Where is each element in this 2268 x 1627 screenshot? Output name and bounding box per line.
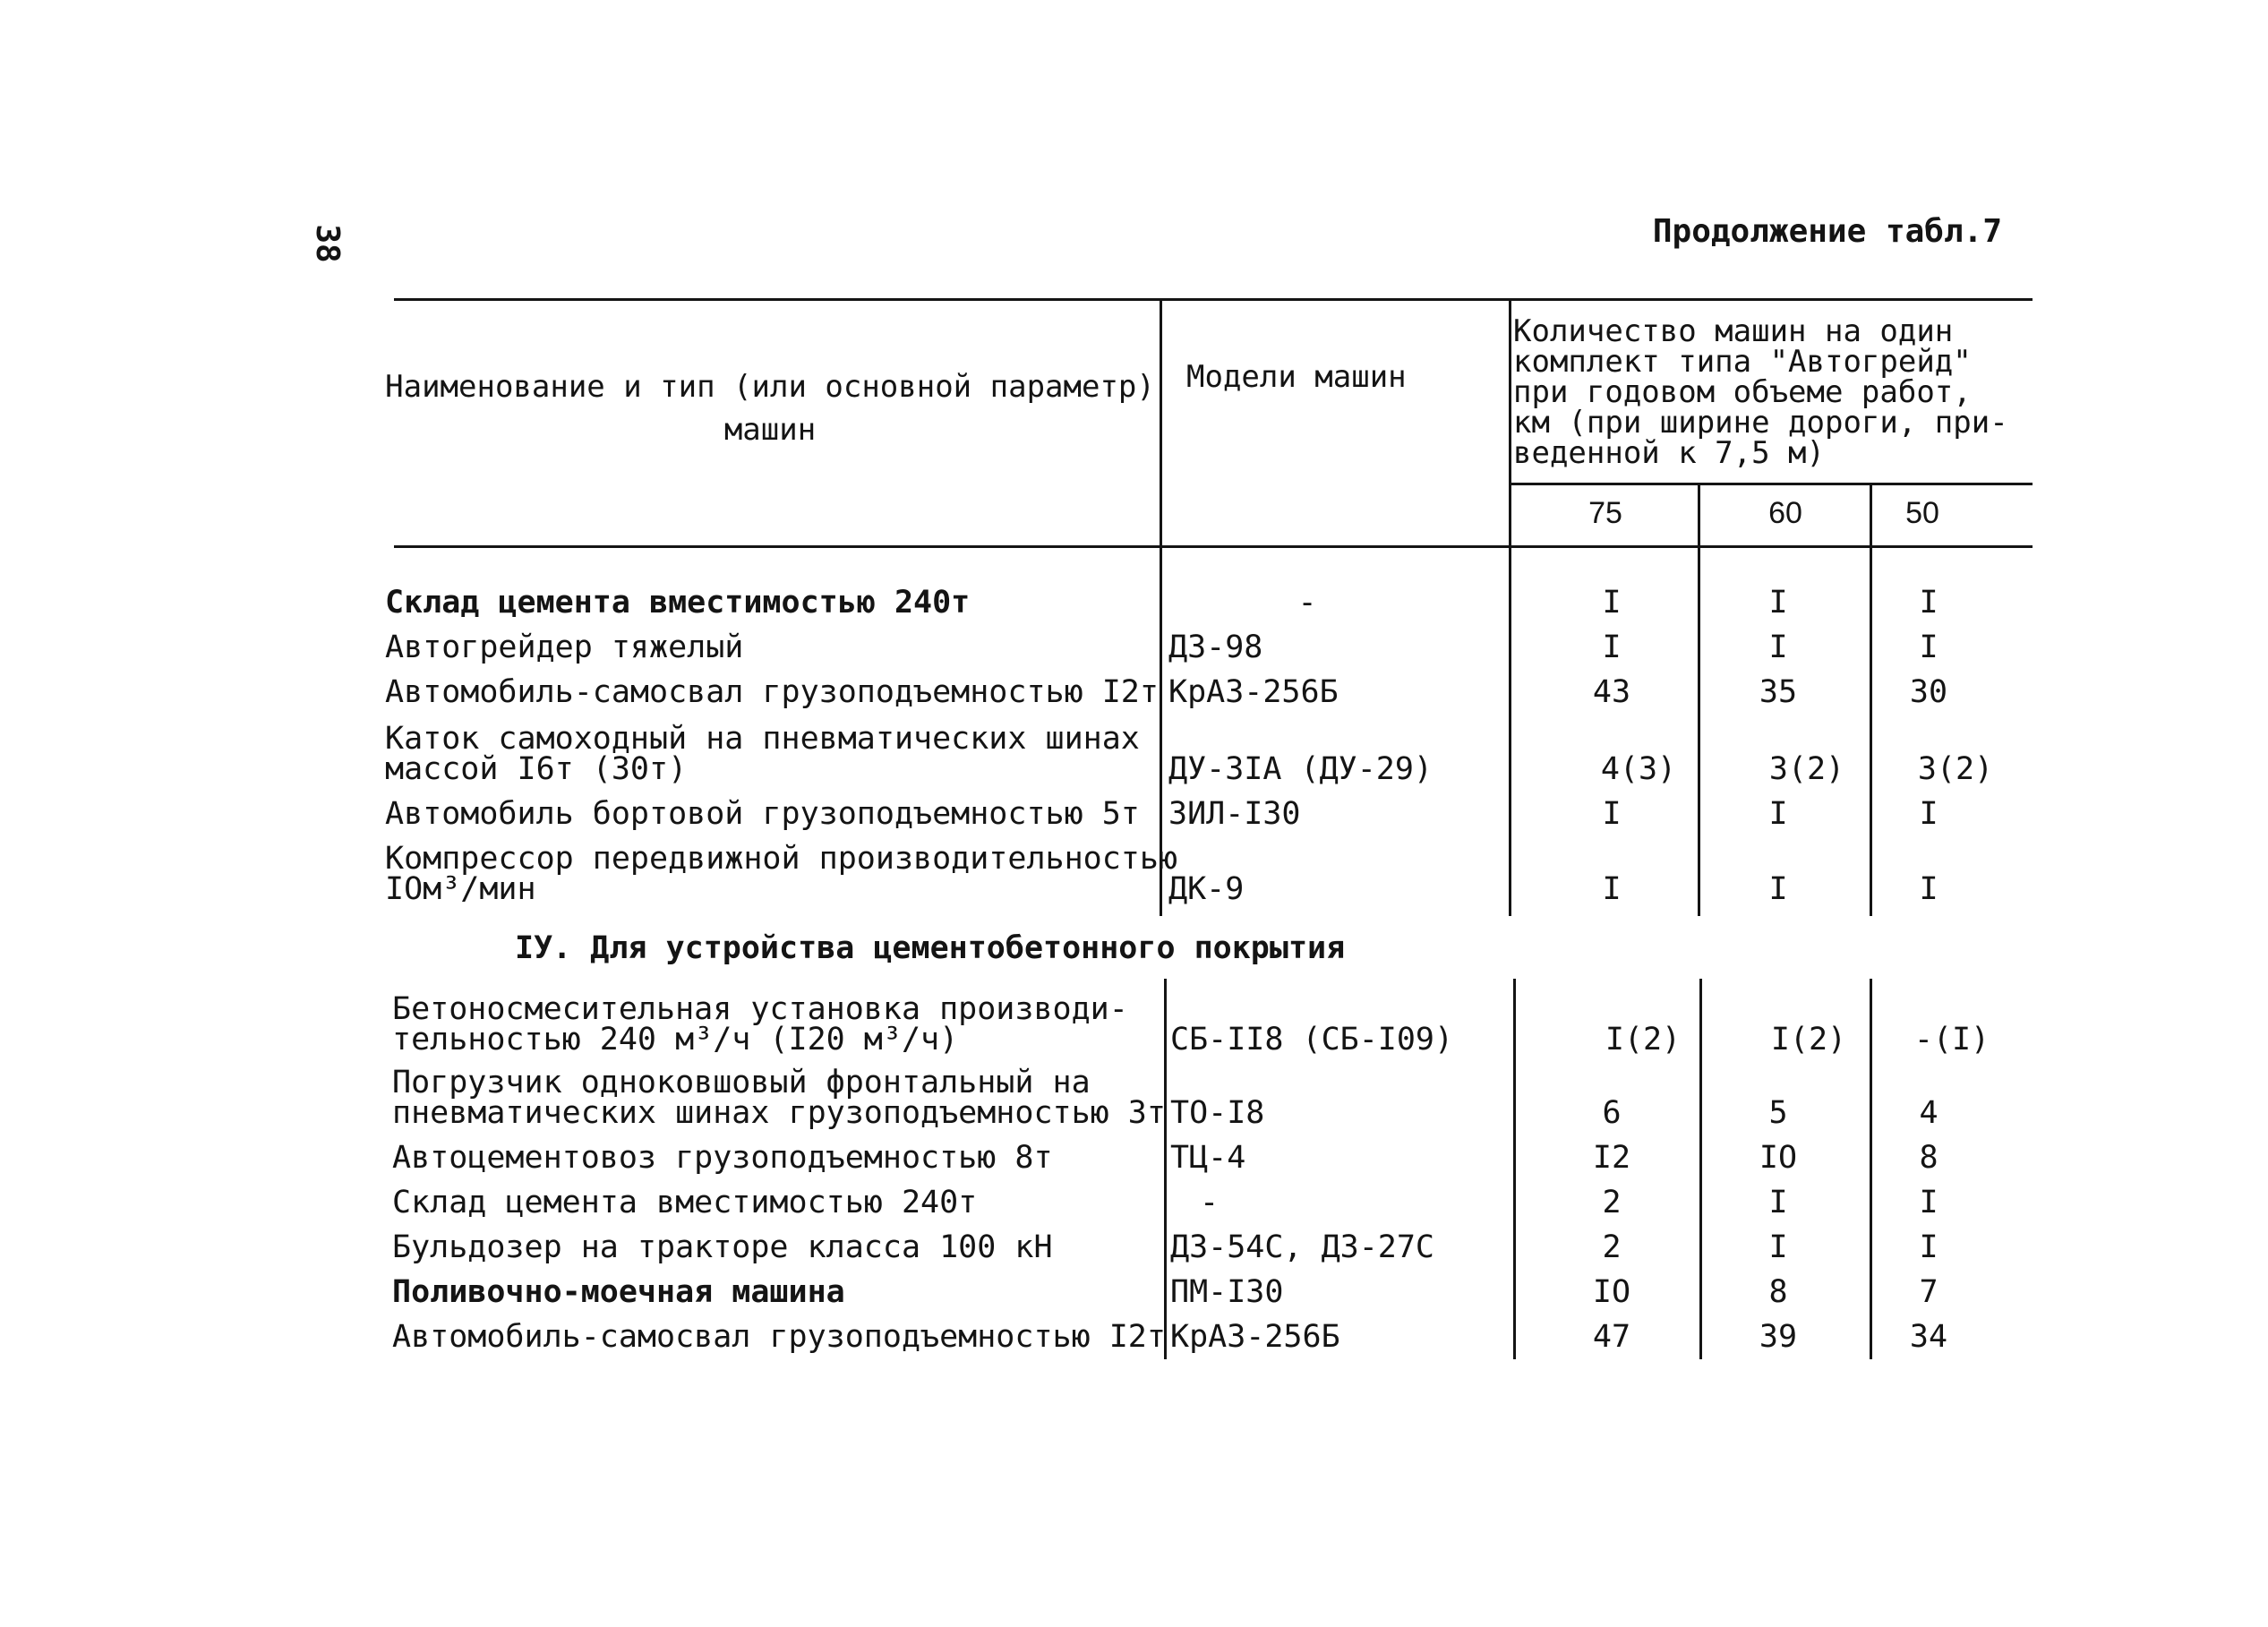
row-qty-60: 8 [1768,1274,1788,1310]
row-model: ДЗ-54С, ДЗ-27С [1170,1229,1435,1265]
page-number: 38 [309,224,346,263]
row-model: ТО-I8 [1170,1095,1265,1131]
row-name: Погрузчик одноковшовый фронтальный на пневматических шинах грузоподъемностью 3т [392,1065,1166,1131]
row-qty-60: I [1768,871,1788,907]
qty-header-rule [1511,483,2033,485]
header-model-col: Модели машин [1186,359,1407,395]
row-name: Автомобиль бортовой грузоподъемностью 5т [385,796,1140,832]
row-model: ПМ-I30 [1170,1274,1284,1310]
row-qty-75: I [1602,629,1622,665]
row-qty-50: 30 [1909,674,1948,710]
continuation-title: Продолжение табл.7 [1652,213,2002,250]
row-name: Склад цемента вместимостью 240т [392,1185,978,1220]
header-qty-col: Количество машин на один комплект типа "Автогрейд" при годовом объеме работ, км (при ширине дороги, при- веденной к 7,5 м) [1513,313,2008,471]
row-qty-75: 2 [1602,1229,1622,1265]
row-name: Автоцементовоз грузоподъемностью 8т [392,1140,1053,1176]
row-qty-60: 5 [1768,1095,1788,1131]
row-model: - [1297,585,1317,621]
row-qty-50: 7 [1919,1274,1938,1310]
row-qty-75: IO [1592,1274,1631,1310]
row-qty-50: I [1919,1185,1938,1220]
row-qty-60: 3(2) [1768,751,1845,787]
row-name: Автомобиль-самосвал грузоподъемностью I2т [385,674,1159,710]
row-qty-75: 4(3) [1600,751,1677,787]
col-divider-60-50-s2 [1870,979,1872,1359]
row-qty-60: I(2) [1770,1022,1847,1058]
row-qty-60: I [1768,585,1788,621]
header-volume-50: 50 [1905,496,1939,530]
row-model: КрАЗ-256Б [1168,674,1339,710]
col-divider-models-s2 [1164,979,1167,1359]
header-name-col: Наименование и тип (или основной параметр) машин [385,369,1155,448]
row-name: Автомобиль-самосвал грузоподъемностью I2т [392,1319,1166,1355]
row-qty-60: I [1768,796,1788,832]
table-top-rule [394,298,2033,301]
row-qty-60: I [1768,1229,1788,1265]
row-qty-60: 35 [1759,674,1798,710]
row-qty-50: 8 [1919,1140,1938,1176]
row-name: Бетоносмесительная установка производи- тельностью 240 м³/ч (I20 м³/ч) [392,991,1128,1058]
row-qty-75: 47 [1592,1319,1631,1355]
row-qty-50: -(I) [1913,1022,1990,1058]
header-volume-75: 75 [1588,496,1622,530]
row-qty-50: I [1919,585,1938,621]
row-model: ЗИЛ-I30 [1168,796,1301,832]
col-divider-qty [1509,298,1511,916]
col-divider-models [1160,298,1162,916]
row-qty-60: 39 [1759,1319,1798,1355]
row-qty-50: I [1919,1229,1938,1265]
row-qty-75: I [1602,871,1622,907]
row-model: ДК-9 [1168,871,1245,907]
col-divider-75-60 [1698,483,1700,916]
row-model: ДУ-3IA (ДУ-29) [1168,751,1434,787]
row-model: КрАЗ-256Б [1170,1319,1340,1355]
row-qty-50: I [1919,871,1938,907]
row-name: Каток самоходный на пневматических шинах массой I6т (30т) [385,721,1140,787]
row-qty-75: 6 [1602,1095,1622,1131]
row-name: Поливочно-моечная машина [392,1274,845,1310]
row-qty-60: IO [1759,1140,1798,1176]
row-qty-75: 43 [1592,674,1631,710]
row-qty-50: I [1919,629,1938,665]
row-qty-50: I [1919,796,1938,832]
header-volume-60: 60 [1768,496,1802,530]
row-model: ТЦ-4 [1170,1140,1246,1176]
row-qty-75: I [1602,796,1622,832]
col-divider-60-50 [1870,483,1872,916]
row-model: СБ-II8 (СБ-I09) [1170,1022,1454,1058]
row-qty-75: I [1602,585,1622,621]
header-bottom-rule [394,545,2033,548]
row-name: Бульдозер на тракторе класса 100 кН [392,1229,1053,1265]
row-qty-60: I [1768,1185,1788,1220]
row-qty-50: 34 [1909,1319,1948,1355]
row-name: Компрессор передвижной производительностью IOм³/мин [385,841,1178,907]
col-divider-qty-s2 [1513,979,1516,1359]
row-qty-75: I(2) [1605,1022,1682,1058]
row-model: ДЗ-98 [1168,629,1263,665]
row-qty-50: 4 [1919,1095,1938,1131]
row-qty-60: I [1768,629,1788,665]
row-model: - [1200,1185,1220,1220]
row-name: Автогрейдер тяжелый [385,629,744,665]
row-name: Склад цемента вместимостью 240т [385,585,971,621]
row-qty-75: I2 [1592,1140,1631,1176]
row-qty-75: 2 [1602,1185,1622,1220]
section-title: IУ. Для устройства цементобетонного покрытия [515,930,1346,966]
row-qty-50: 3(2) [1917,751,1994,787]
